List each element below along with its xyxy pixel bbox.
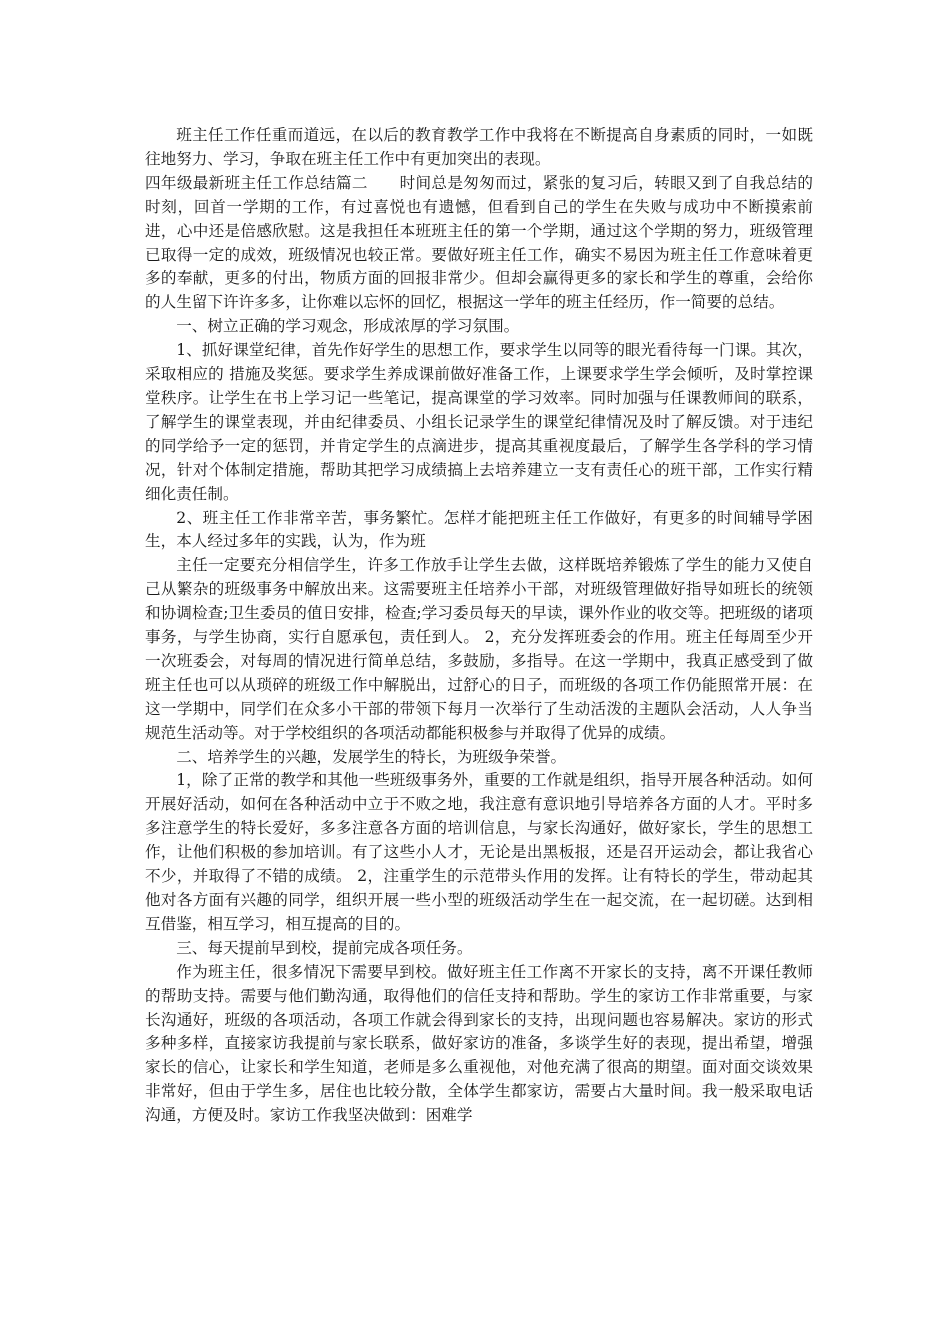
paragraph-activities: 1，除了正常的教学和其他一些班级事务外，重要的工作就是组织，指导开展各种活动。如何开展好活动，如何在各种活动中立于不败之地，我注意有意识地引导培养各方面的人才。平时多多注意学生的特长爱好，多多注意各方面的培训信息，与家长沟通好，做好家长，学生的思想工作，让他们积极的参加培训。有了这些小人才，无论是出黑板报，还是召开运动会，都让我省心不少，并取得了不错的成绩。 2，注重学生的示范带头作用的发挥。让有特长的学生，带动起其他对各方面有兴趣的同学，组织开展一些小型的班级活动学生在一起交流，在一起切磋。达到相互借鉴，相互学习，相互提高的目的。 bbox=[145, 771, 813, 933]
heading-section-two: 二、培养学生的兴趣，发展学生的特长，为班级争荣誉。 bbox=[176, 747, 567, 766]
document-body bbox=[145, 124, 813, 1128]
paragraph-home-visits: 作为班主任，很多情况下需要早到校。做好班主任工作离不开家长的支持，离不开课任教师的帮助支持。需要与他们勤沟通，取得他们的信任支持和帮助。学生的家访工作非常重要，与家长沟通好，班级的各项活动，各项工作就会得到家长的支持，出现问题也容易解决。家访的形式多种多样，直接家访我提前与家长联系，做好家访的准备，多谈学生好的表现，提出希望，增强家长的信心，让家长和学生知道，老师是多么重视他，对他充满了很高的期望。面对面交谈效果非常好，但由于学生多，居住也比较分散，全体学生都家访，需要占大量时间。我一般采取电话沟通，方便及时。家访工作我坚决做到：困难学 bbox=[145, 962, 813, 1125]
paragraph-section-two-intro: 四年级最新班主任工作总结篇二 时间总是匆匆而过，紧张的复习后，转眼又到了自我总结的时刻，回首一学期的工作，有过喜悦也有遗憾，但看到自己的学生在失败与成功中不断摸索前进，心中还是倍感欣慰。这是我担任本班班主任的第一个学期，通过这个学期的努力，班级管理已取得一定的成效，班级情况也较正常。要做好班主任工作，确实不易因为班主任工作意味着更多的奉献，更多的付出，物质方面的回报非常少。但却会赢得更多的家长和学生的尊重，会给你的人生留下许许多多，让你难以忘怀的回忆，根据这一学年的班主任经历，作一简要的总结。 bbox=[145, 173, 813, 312]
paragraph-workload: 2、班主任工作非常辛苦，事务繁忙。怎样才能把班主任工作做好，有更多的时间辅导学困生，本人经过多年的实践，认为，作为班 bbox=[145, 508, 813, 551]
heading-section-one: 一、树立正确的学习观念，形成浓厚的学习氛围。 bbox=[176, 317, 520, 336]
paragraph-student-cadres: 主任一定要充分相信学生，许多工作放手让学生去做，这样既培养锻炼了学生的能力又使自己从繁杂的班级事务中解放出来。这需要班主任培养小干部，对班级管理做好指导如班长的统领和协调检查;卫生委员的值日安排，检查;学习委员每天的早读，课外作业的收交等。把班级的诸项事务，与学生协商，实行自愿承包，责任到人。 2，充分发挥班委会的作用。班主任每周至少开一次班委会，对每周的情况进行简单总结，多鼓励，多指导。在这一学期中，我真正感受到了做班主任也可以从琐碎的班级工作中解脱出，过舒心的日子，而班级的各项工作仍能照常开展：在这一学期中，同学们在众多小干部的带领下每月一次举行了生动活泼的主题队会活动，人人争当规范生活动等。对于学校组织的各项活动都能积极参与并取得了优异的成绩。 bbox=[145, 556, 813, 742]
paragraph-classroom-discipline: 1、抓好课堂纪律，首先作好学生的思想工作，要求学生以同等的眼光看待每一门课。其次，采取相应的 措施及奖惩。要求学生养成课前做好准备工作，上课要求学生学会倾听，及时掌控课堂秩序。让学生在书上学习记一些笔记，提高课堂的学习效率。同时加强与任课教师间的联系，了解学生的课堂表现，并由纪律委员、小组长记录学生的课堂纪律情况及时了解反馈。对于违纪的同学给予一定的惩罚，并肯定学生的点滴进步，提高其重视度最后，了解学生各学科的学习情况，针对个体制定措施，帮助其把学习成绩搞上去培养建立一支有责任心的班干部，工作实行精细化责任制。 bbox=[145, 341, 813, 503]
heading-section-three: 三、每天提前早到校，提前完成各项任务。 bbox=[176, 938, 473, 957]
paragraph-closing-remarks: 班主任工作任重而道远，在以后的教育教学工作中我将在不断提高自身素质的同时，一如既往地努力、学习，争取在班主任工作中有更加突出的表现。 bbox=[145, 126, 813, 168]
